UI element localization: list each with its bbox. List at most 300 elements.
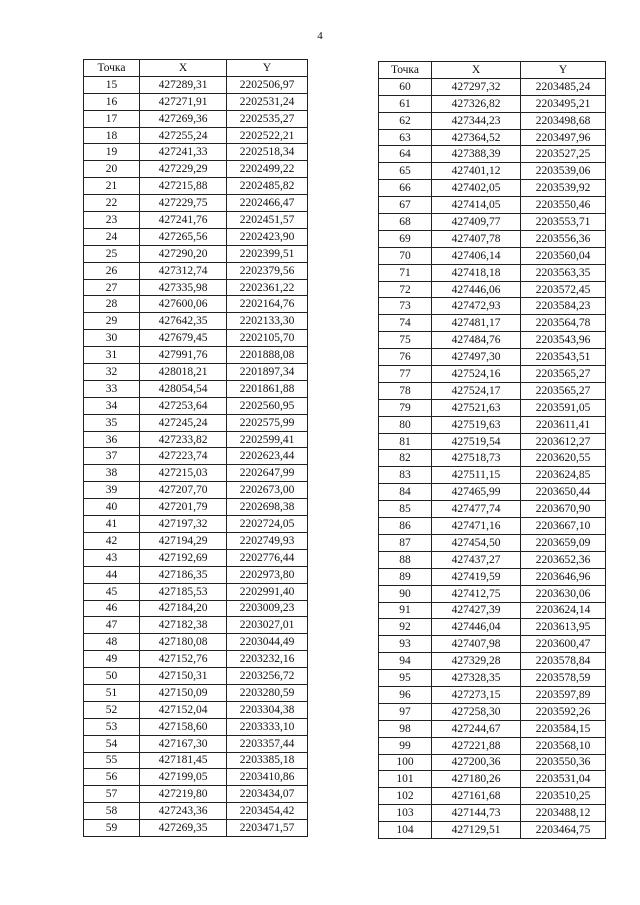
table-header-row bbox=[379, 62, 606, 79]
cell-point: 67 bbox=[379, 197, 432, 214]
cell-point: 101 bbox=[379, 771, 432, 788]
cell-x: 427197,32 bbox=[140, 516, 227, 533]
cell-point: 79 bbox=[379, 399, 432, 416]
cell-point: 104 bbox=[379, 822, 432, 839]
table-row bbox=[84, 651, 308, 668]
cell-x: 427401,12 bbox=[432, 163, 521, 180]
cell-y: 2202724,05 bbox=[227, 516, 308, 533]
cell-x: 427518,73 bbox=[432, 450, 521, 467]
cell-x: 427158,60 bbox=[140, 718, 227, 735]
cell-x: 427497,30 bbox=[432, 349, 521, 366]
cell-point: 88 bbox=[379, 551, 432, 568]
cell-y: 2203464,75 bbox=[521, 822, 606, 839]
cell-point: 66 bbox=[379, 180, 432, 197]
cell-point: 58 bbox=[84, 803, 140, 820]
cell-x: 427241,33 bbox=[140, 144, 227, 161]
header-point: Точка bbox=[379, 62, 432, 79]
table-row bbox=[84, 465, 308, 482]
cell-y: 2203471,57 bbox=[227, 820, 308, 837]
cell-point: 56 bbox=[84, 769, 140, 786]
cell-y: 2203304,38 bbox=[227, 701, 308, 718]
table-row bbox=[379, 95, 606, 112]
table-row bbox=[84, 212, 308, 229]
table-row bbox=[84, 76, 308, 93]
cell-point: 61 bbox=[379, 95, 432, 112]
cell-point: 37 bbox=[84, 448, 140, 465]
cell-point: 32 bbox=[84, 364, 140, 381]
cell-point: 65 bbox=[379, 163, 432, 180]
cell-x: 427344,23 bbox=[432, 112, 521, 129]
cell-y: 2202673,00 bbox=[227, 482, 308, 499]
cell-x: 427241,76 bbox=[140, 212, 227, 229]
table-row bbox=[379, 129, 606, 146]
cell-x: 427471,16 bbox=[432, 518, 521, 535]
table-row bbox=[379, 619, 606, 636]
cell-point: 38 bbox=[84, 465, 140, 482]
cell-y: 2202466,47 bbox=[227, 195, 308, 212]
cell-point: 36 bbox=[84, 431, 140, 448]
cell-point: 35 bbox=[84, 414, 140, 431]
cell-x: 427446,06 bbox=[432, 281, 521, 298]
cell-x: 427407,78 bbox=[432, 230, 521, 247]
cell-y: 2203565,27 bbox=[521, 382, 606, 399]
cell-y: 2203434,07 bbox=[227, 786, 308, 803]
cell-point: 69 bbox=[379, 230, 432, 247]
cell-point: 57 bbox=[84, 786, 140, 803]
cell-x: 427335,98 bbox=[140, 279, 227, 296]
cell-y: 2203232,16 bbox=[227, 651, 308, 668]
cell-y: 2203385,18 bbox=[227, 752, 308, 769]
cell-x: 427184,20 bbox=[140, 600, 227, 617]
table-row bbox=[379, 450, 606, 467]
cell-y: 2203553,71 bbox=[521, 214, 606, 231]
cell-y: 2203550,46 bbox=[521, 197, 606, 214]
table-row bbox=[379, 670, 606, 687]
cell-y: 2203652,36 bbox=[521, 551, 606, 568]
cell-y: 2202647,99 bbox=[227, 465, 308, 482]
cell-x: 427600,06 bbox=[140, 296, 227, 313]
cell-x: 427244,67 bbox=[432, 720, 521, 737]
table-header-row bbox=[84, 60, 308, 77]
cell-x: 427312,74 bbox=[140, 262, 227, 279]
cell-x: 427181,45 bbox=[140, 752, 227, 769]
cell-point: 55 bbox=[84, 752, 140, 769]
cell-point: 78 bbox=[379, 382, 432, 399]
cell-x: 427186,35 bbox=[140, 566, 227, 583]
table-row bbox=[379, 602, 606, 619]
table-row bbox=[84, 397, 308, 414]
cell-y: 2201861,88 bbox=[227, 380, 308, 397]
cell-point: 76 bbox=[379, 349, 432, 366]
cell-x: 427364,52 bbox=[432, 129, 521, 146]
cell-x: 427271,91 bbox=[140, 93, 227, 110]
cell-x: 427409,77 bbox=[432, 214, 521, 231]
cell-point: 96 bbox=[379, 686, 432, 703]
table-body bbox=[379, 78, 606, 838]
cell-point: 59 bbox=[84, 820, 140, 837]
cell-x: 427201,79 bbox=[140, 499, 227, 516]
table-row bbox=[379, 78, 606, 95]
cell-point: 60 bbox=[379, 78, 432, 95]
table-row bbox=[379, 146, 606, 163]
cell-y: 2203357,44 bbox=[227, 735, 308, 752]
cell-y: 2203556,36 bbox=[521, 230, 606, 247]
cell-x: 427215,88 bbox=[140, 178, 227, 195]
cell-point: 82 bbox=[379, 450, 432, 467]
table-row bbox=[84, 668, 308, 685]
cell-y: 2202423,90 bbox=[227, 228, 308, 245]
cell-y: 2202164,76 bbox=[227, 296, 308, 313]
cell-point: 16 bbox=[84, 93, 140, 110]
cell-y: 2203485,24 bbox=[521, 78, 606, 95]
cell-y: 2202133,30 bbox=[227, 313, 308, 330]
cell-y: 2203539,06 bbox=[521, 163, 606, 180]
cell-y: 2201888,08 bbox=[227, 347, 308, 364]
cell-point: 75 bbox=[379, 332, 432, 349]
cell-y: 2202575,99 bbox=[227, 414, 308, 431]
table-row bbox=[84, 110, 308, 127]
table-row bbox=[379, 298, 606, 315]
cell-x: 427192,69 bbox=[140, 549, 227, 566]
cell-x: 427152,04 bbox=[140, 701, 227, 718]
cell-x: 427229,75 bbox=[140, 195, 227, 212]
table-row bbox=[379, 399, 606, 416]
cell-point: 53 bbox=[84, 718, 140, 735]
cell-x: 427180,08 bbox=[140, 634, 227, 651]
cell-x: 427152,76 bbox=[140, 651, 227, 668]
table-row bbox=[379, 433, 606, 450]
cell-x: 427180,26 bbox=[432, 771, 521, 788]
table-row bbox=[84, 532, 308, 549]
cell-x: 427991,76 bbox=[140, 347, 227, 364]
cell-x: 427255,24 bbox=[140, 127, 227, 144]
cell-y: 2202599,41 bbox=[227, 431, 308, 448]
cell-y: 2202399,51 bbox=[227, 245, 308, 262]
table-row bbox=[84, 482, 308, 499]
cell-y: 2203578,84 bbox=[521, 653, 606, 670]
table-row bbox=[379, 315, 606, 332]
table-row bbox=[379, 163, 606, 180]
table-row bbox=[379, 484, 606, 501]
header-x: X bbox=[432, 62, 521, 79]
table-row bbox=[84, 448, 308, 465]
cell-y: 2203612,27 bbox=[521, 433, 606, 450]
cell-x: 427419,59 bbox=[432, 568, 521, 585]
cell-point: 34 bbox=[84, 397, 140, 414]
table-row bbox=[84, 296, 308, 313]
table-row bbox=[379, 585, 606, 602]
cell-y: 2202560,95 bbox=[227, 397, 308, 414]
cell-point: 87 bbox=[379, 534, 432, 551]
cell-y: 2203527,25 bbox=[521, 146, 606, 163]
table-row bbox=[84, 414, 308, 431]
cell-y: 2203565,27 bbox=[521, 366, 606, 383]
header-x: X bbox=[140, 60, 227, 77]
header-y: Y bbox=[521, 62, 606, 79]
cell-y: 2203624,85 bbox=[521, 467, 606, 484]
cell-point: 26 bbox=[84, 262, 140, 279]
cell-point: 92 bbox=[379, 619, 432, 636]
cell-x: 427194,29 bbox=[140, 532, 227, 549]
cell-x: 427427,39 bbox=[432, 602, 521, 619]
cell-x: 427269,35 bbox=[140, 820, 227, 837]
cell-point: 46 bbox=[84, 600, 140, 617]
cell-y: 2203584,23 bbox=[521, 298, 606, 315]
table-row bbox=[84, 93, 308, 110]
cell-x: 428018,21 bbox=[140, 364, 227, 381]
cell-x: 427477,74 bbox=[432, 501, 521, 518]
cell-point: 93 bbox=[379, 636, 432, 653]
table-row bbox=[379, 332, 606, 349]
table-row bbox=[84, 364, 308, 381]
table-row bbox=[84, 313, 308, 330]
cell-y: 2202451,57 bbox=[227, 212, 308, 229]
cell-y: 2203531,04 bbox=[521, 771, 606, 788]
cell-y: 2203539,92 bbox=[521, 180, 606, 197]
cell-point: 73 bbox=[379, 298, 432, 315]
cell-point: 90 bbox=[379, 585, 432, 602]
cell-y: 2202499,22 bbox=[227, 161, 308, 178]
cell-x: 427414,05 bbox=[432, 197, 521, 214]
cell-y: 2202749,93 bbox=[227, 532, 308, 549]
cell-x: 427161,68 bbox=[432, 788, 521, 805]
cell-point: 23 bbox=[84, 212, 140, 229]
cell-x: 427185,53 bbox=[140, 583, 227, 600]
cell-point: 85 bbox=[379, 501, 432, 518]
table-row bbox=[84, 195, 308, 212]
cell-x: 427412,75 bbox=[432, 585, 521, 602]
table-row bbox=[379, 214, 606, 231]
table-row bbox=[379, 534, 606, 551]
cell-point: 39 bbox=[84, 482, 140, 499]
table-row bbox=[379, 518, 606, 535]
table-row bbox=[379, 720, 606, 737]
cell-x: 427265,56 bbox=[140, 228, 227, 245]
cell-y: 2201897,34 bbox=[227, 364, 308, 381]
cell-y: 2203009,23 bbox=[227, 600, 308, 617]
cell-x: 427679,45 bbox=[140, 330, 227, 347]
cell-x: 427182,38 bbox=[140, 617, 227, 634]
cell-point: 89 bbox=[379, 568, 432, 585]
cell-x: 428054,54 bbox=[140, 380, 227, 397]
table-row bbox=[379, 416, 606, 433]
cell-x: 427150,09 bbox=[140, 684, 227, 701]
table-row bbox=[379, 366, 606, 383]
table-row bbox=[84, 431, 308, 448]
table-row bbox=[84, 634, 308, 651]
cell-point: 42 bbox=[84, 532, 140, 549]
cell-point: 50 bbox=[84, 668, 140, 685]
cell-x: 427199,05 bbox=[140, 769, 227, 786]
cell-point: 80 bbox=[379, 416, 432, 433]
cell-x: 427519,54 bbox=[432, 433, 521, 450]
cell-x: 427481,17 bbox=[432, 315, 521, 332]
cell-point: 44 bbox=[84, 566, 140, 583]
cell-y: 2202535,27 bbox=[227, 110, 308, 127]
cell-x: 427223,74 bbox=[140, 448, 227, 465]
cell-y: 2202518,34 bbox=[227, 144, 308, 161]
cell-point: 47 bbox=[84, 617, 140, 634]
cell-x: 427150,31 bbox=[140, 668, 227, 685]
cell-x: 427329,28 bbox=[432, 653, 521, 670]
table-row bbox=[84, 718, 308, 735]
cell-x: 427200,36 bbox=[432, 754, 521, 771]
cell-y: 2203488,12 bbox=[521, 805, 606, 822]
cell-point: 15 bbox=[84, 76, 140, 93]
cell-point: 27 bbox=[84, 279, 140, 296]
cell-point: 64 bbox=[379, 146, 432, 163]
cell-y: 2203611,41 bbox=[521, 416, 606, 433]
cell-point: 48 bbox=[84, 634, 140, 651]
cell-x: 427402,05 bbox=[432, 180, 521, 197]
cell-point: 95 bbox=[379, 670, 432, 687]
cell-y: 2202485,82 bbox=[227, 178, 308, 195]
cell-x: 427258,30 bbox=[432, 703, 521, 720]
cell-point: 94 bbox=[379, 653, 432, 670]
table-row bbox=[84, 583, 308, 600]
cell-x: 427406,14 bbox=[432, 247, 521, 264]
cell-y: 2202531,24 bbox=[227, 93, 308, 110]
cell-y: 2202506,97 bbox=[227, 76, 308, 93]
cell-y: 2203667,10 bbox=[521, 518, 606, 535]
cell-point: 91 bbox=[379, 602, 432, 619]
table-row bbox=[84, 752, 308, 769]
cell-point: 84 bbox=[379, 484, 432, 501]
table-row bbox=[379, 112, 606, 129]
table-row bbox=[84, 617, 308, 634]
cell-y: 2203650,44 bbox=[521, 484, 606, 501]
table-body bbox=[84, 76, 308, 836]
cell-y: 2203560,04 bbox=[521, 247, 606, 264]
table-row bbox=[84, 262, 308, 279]
cell-y: 2202361,22 bbox=[227, 279, 308, 296]
cell-x: 427129,51 bbox=[432, 822, 521, 839]
cell-point: 81 bbox=[379, 433, 432, 450]
cell-point: 25 bbox=[84, 245, 140, 262]
cell-y: 2203597,89 bbox=[521, 686, 606, 703]
cell-y: 2202698,38 bbox=[227, 499, 308, 516]
cell-y: 2203670,90 bbox=[521, 501, 606, 518]
cell-point: 70 bbox=[379, 247, 432, 264]
cell-y: 2202105,70 bbox=[227, 330, 308, 347]
cell-y: 2203568,10 bbox=[521, 737, 606, 754]
cell-y: 2203592,26 bbox=[521, 703, 606, 720]
cell-x: 427519,63 bbox=[432, 416, 521, 433]
cell-point: 62 bbox=[379, 112, 432, 129]
cell-x: 427472,93 bbox=[432, 298, 521, 315]
table-row bbox=[379, 737, 606, 754]
cell-point: 21 bbox=[84, 178, 140, 195]
cell-y: 2203584,15 bbox=[521, 720, 606, 737]
cell-x: 427167,30 bbox=[140, 735, 227, 752]
cell-point: 33 bbox=[84, 380, 140, 397]
cell-x: 427521,63 bbox=[432, 399, 521, 416]
cell-x: 427511,15 bbox=[432, 467, 521, 484]
cell-point: 41 bbox=[84, 516, 140, 533]
cell-x: 427253,64 bbox=[140, 397, 227, 414]
table-row bbox=[379, 197, 606, 214]
table-row bbox=[379, 551, 606, 568]
table-row bbox=[84, 347, 308, 364]
cell-y: 2202522,21 bbox=[227, 127, 308, 144]
cell-x: 427215,03 bbox=[140, 465, 227, 482]
cell-point: 100 bbox=[379, 754, 432, 771]
cell-point: 31 bbox=[84, 347, 140, 364]
table-row bbox=[379, 467, 606, 484]
table-row bbox=[84, 380, 308, 397]
cell-y: 2203510,25 bbox=[521, 788, 606, 805]
cell-point: 77 bbox=[379, 366, 432, 383]
cell-point: 40 bbox=[84, 499, 140, 516]
cell-x: 427219,80 bbox=[140, 786, 227, 803]
table-row bbox=[379, 771, 606, 788]
cell-point: 28 bbox=[84, 296, 140, 313]
table-row bbox=[84, 516, 308, 533]
cell-x: 427418,18 bbox=[432, 264, 521, 281]
cell-y: 2203564,78 bbox=[521, 315, 606, 332]
cell-point: 43 bbox=[84, 549, 140, 566]
cell-point: 20 bbox=[84, 161, 140, 178]
cell-point: 49 bbox=[84, 651, 140, 668]
table-row bbox=[379, 501, 606, 518]
cell-y: 2203256,72 bbox=[227, 668, 308, 685]
header-point: Точка bbox=[84, 60, 140, 77]
cell-point: 71 bbox=[379, 264, 432, 281]
cell-x: 427524,16 bbox=[432, 366, 521, 383]
cell-y: 2203624,14 bbox=[521, 602, 606, 619]
cell-point: 98 bbox=[379, 720, 432, 737]
table-row bbox=[84, 178, 308, 195]
cell-y: 2203410,86 bbox=[227, 769, 308, 786]
cell-point: 103 bbox=[379, 805, 432, 822]
cell-point: 102 bbox=[379, 788, 432, 805]
table-row bbox=[84, 499, 308, 516]
cell-point: 29 bbox=[84, 313, 140, 330]
cell-point: 68 bbox=[379, 214, 432, 231]
table-row bbox=[84, 701, 308, 718]
cell-y: 2202776,44 bbox=[227, 549, 308, 566]
cell-point: 63 bbox=[379, 129, 432, 146]
cell-y: 2203563,35 bbox=[521, 264, 606, 281]
cell-x: 427233,82 bbox=[140, 431, 227, 448]
table-row bbox=[379, 264, 606, 281]
cell-y: 2203600,47 bbox=[521, 636, 606, 653]
table-row bbox=[379, 822, 606, 839]
cell-y: 2203454,42 bbox=[227, 803, 308, 820]
cell-y: 2203044,49 bbox=[227, 634, 308, 651]
cell-x: 427454,50 bbox=[432, 534, 521, 551]
table-row bbox=[379, 281, 606, 298]
cell-y: 2203550,36 bbox=[521, 754, 606, 771]
cell-point: 18 bbox=[84, 127, 140, 144]
cell-y: 2203659,09 bbox=[521, 534, 606, 551]
cell-y: 2203495,21 bbox=[521, 95, 606, 112]
cell-x: 427269,36 bbox=[140, 110, 227, 127]
cell-y: 2203646,96 bbox=[521, 568, 606, 585]
table-row bbox=[84, 228, 308, 245]
table-row bbox=[84, 279, 308, 296]
cell-y: 2203578,59 bbox=[521, 670, 606, 687]
cell-y: 2203620,55 bbox=[521, 450, 606, 467]
cell-y: 2202991,40 bbox=[227, 583, 308, 600]
cell-point: 45 bbox=[84, 583, 140, 600]
cell-y: 2203572,45 bbox=[521, 281, 606, 298]
table-row bbox=[379, 703, 606, 720]
table-row bbox=[379, 653, 606, 670]
cell-x: 427221,88 bbox=[432, 737, 521, 754]
cell-point: 17 bbox=[84, 110, 140, 127]
cell-x: 427484,76 bbox=[432, 332, 521, 349]
